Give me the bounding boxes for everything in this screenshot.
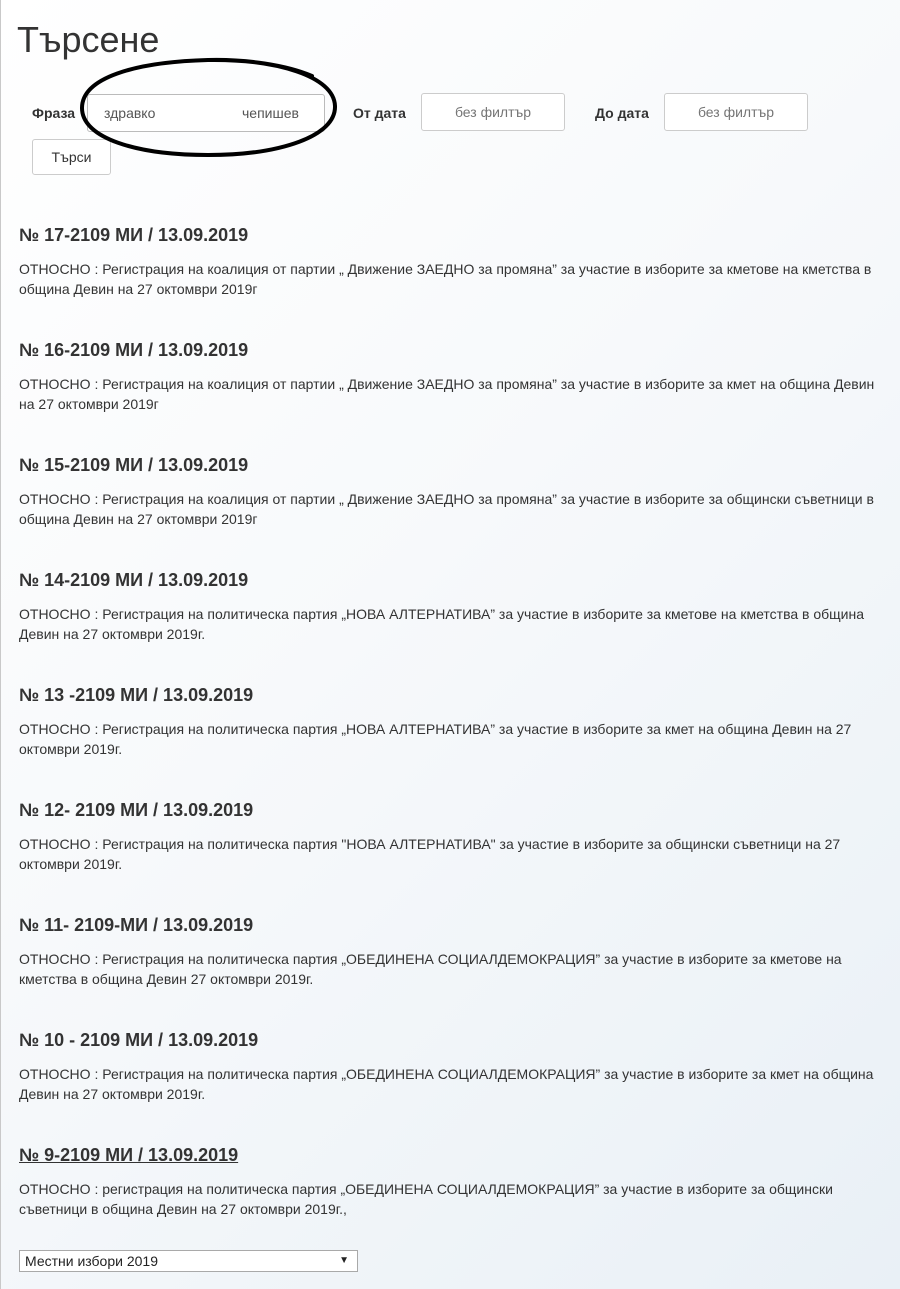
result-title-link[interactable]: № 15-2109 МИ / 13.09.2019 — [19, 455, 249, 475]
result-item — [19, 1136, 889, 1251]
result-item — [19, 906, 889, 1021]
result-item — [19, 216, 889, 331]
from-date-input[interactable] — [421, 93, 565, 131]
result-title-link[interactable]: № 10 - 2109 МИ / 13.09.2019 — [19, 1030, 259, 1050]
result-item — [19, 331, 889, 446]
to-date-input[interactable] — [664, 93, 808, 131]
result-description: ОТНОСНО : Регистрация на коалиция от партии „ Движение ЗАЕДНО за промяна” за участие в изборите за общински съветници в община Девин на 27 октомври 2019г — [19, 491, 874, 527]
result-title-link[interactable]: № 14-2109 МИ / 13.09.2019 — [19, 570, 249, 590]
result-item — [19, 791, 889, 906]
dropdown-arrow-icon: ▼ — [339, 1255, 349, 1266]
phrase-word-second: чепишев — [242, 105, 299, 121]
result-title-link[interactable]: № 11- 2109-МИ / 13.09.2019 — [19, 915, 254, 935]
result-title-link[interactable]: № 9-2109 МИ / 13.09.2019 — [19, 1145, 239, 1165]
result-description: ОТНОСНО : Регистрация на политическа партия „НОВА АЛТЕРНАТИВА” за участие в изборите за кмет на община Девин на 27 октомври 2019г. — [19, 721, 852, 757]
result-item — [19, 1021, 889, 1136]
election-select-value: Местни избори 2019 — [25, 1253, 158, 1269]
result-description: ОТНОСНО : регистрация на политическа партия „ОБЕДИНЕНА СОЦИАЛДЕМОКРАЦИЯ” за участие в изборите за общински съветници в община Девин на 27 октомври 2019г., — [19, 1181, 833, 1217]
from-date-label: От дата — [353, 105, 406, 121]
election-select[interactable] — [19, 1250, 358, 1272]
result-item — [19, 446, 889, 561]
search-form — [0, 0, 900, 200]
result-description: ОТНОСНО : Регистрация на коалиция от партии „ Движение ЗАЕДНО за промяна” за участие в изборите за кмет на община Девин на 27 октомври 2019г — [19, 376, 875, 412]
result-title-link[interactable]: № 17-2109 МИ / 13.09.2019 — [19, 225, 249, 245]
page-title: Търсене — [17, 19, 160, 60]
result-description: ОТНОСНО : Регистрация на политическа партия „ОБЕДИНЕНА СОЦИАЛДЕМОКРАЦИЯ” за участие в изборите за кмет на община Девин на 27 октомври 2019г. — [19, 1066, 874, 1102]
result-title-link[interactable]: № 16-2109 МИ / 13.09.2019 — [19, 340, 249, 360]
result-description: ОТНОСНО : Регистрация на политическа партия "НОВА АЛТЕРНАТИВА" за участие в изборите за общински съветници на 27 октомври 2019г. — [19, 836, 841, 872]
search-button[interactable]: Търси — [32, 139, 111, 175]
results-list — [19, 216, 889, 1251]
result-description: ОТНОСНО : Регистрация на политическа партия „НОВА АЛТЕРНАТИВА” за участие в изборите за кметове на кметства в община Девин на 27 октомври 2019г. — [19, 606, 865, 642]
to-date-label: До дата — [595, 105, 649, 121]
result-description: ОТНОСНО : Регистрация на коалиция от партии „ Движение ЗАЕДНО за промяна” за участие в изборите за кметове на кметства в община Девин на 27 октомври 2019г — [19, 261, 872, 297]
phrase-word-first: здравко — [104, 105, 156, 121]
result-item — [19, 561, 889, 676]
phrase-label: Фраза — [32, 105, 76, 121]
result-item — [19, 676, 889, 791]
result-title-link[interactable]: № 13 -2109 МИ / 13.09.2019 — [19, 685, 254, 705]
result-title-link[interactable]: № 12- 2109 МИ / 13.09.2019 — [19, 800, 254, 820]
phrase-input[interactable] — [87, 94, 325, 132]
result-description: ОТНОСНО : Регистрация на политическа партия „ОБЕДИНЕНА СОЦИАЛДЕМОКРАЦИЯ” за участие в изборите за кметове на кметства в община Девин 27 октомври 2019г. — [19, 951, 842, 987]
